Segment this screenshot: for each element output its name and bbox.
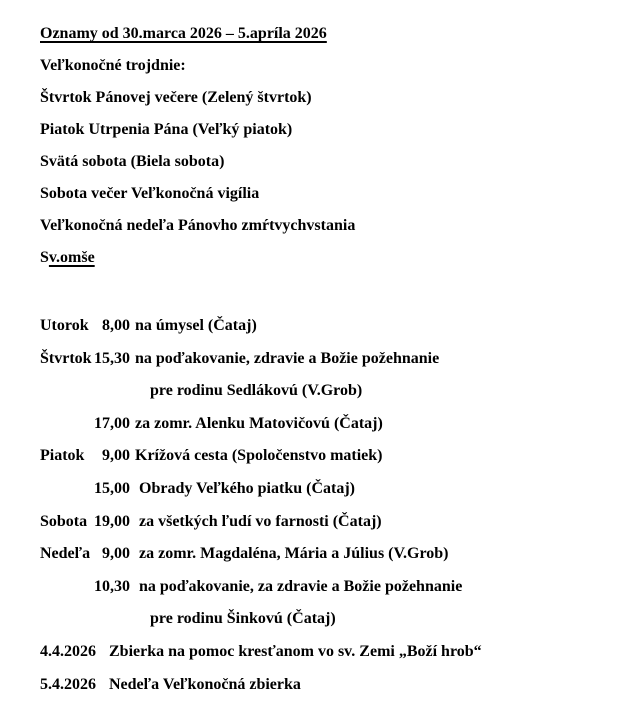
day-label: Sobota (40, 512, 88, 530)
schedule-row-sunday-1030 (40, 571, 603, 604)
announcement-date: 4.4.2026 (40, 642, 96, 660)
section-heading-underlined: v.omše (48, 249, 95, 266)
day-label: Piatok (40, 447, 85, 465)
schedule-row-friday-1500 (40, 473, 603, 506)
schedule-row-thursday-1700 (40, 408, 603, 441)
intro-line-easter-vigil: Sobota večer Veľkonočná vigília (40, 185, 260, 202)
announcement-date: 5.4.2026 (40, 675, 96, 693)
day-label: Utorok (40, 317, 89, 334)
time-value: 9,00 (102, 447, 130, 465)
document-title-text: Oznamy od 30.marca 2026 – 5.apríla 2026 (40, 25, 327, 42)
intro-line-holy-saturday: Svätá sobota (Biela sobota) (40, 153, 225, 170)
mass-intention-continuation: pre rodinu Šinkovú (Čataj) (150, 610, 336, 628)
document-title (40, 18, 603, 50)
mass-intention: za všetkých ľudí vo farnosti (Čataj) (135, 512, 382, 530)
mass-intention: na úmysel (Čataj) (135, 317, 257, 334)
intro-line-triduum-heading: Veľkonočné trojdnie: (40, 57, 186, 74)
schedule-row-saturday (40, 506, 603, 539)
schedule-row-friday-900 (40, 440, 603, 473)
blank-line-spacer (40, 274, 603, 310)
intro-line-holy-thursday: Štvrtok Pánovej večere (Zelený štvrtok) (40, 89, 312, 106)
announcement-row-easter-collection (40, 669, 603, 702)
announcement-row-collection-holy-land (40, 636, 603, 669)
intro-line-good-friday: Piatok Utrpenia Pána (Veľký piatok) (40, 121, 293, 138)
mass-intention: za zomr. Alenku Matovičovú (Čataj) (135, 414, 383, 432)
time-value: 15,30 (94, 349, 130, 367)
schedule-row-tuesday (40, 310, 603, 343)
day-label: Nedeľa (40, 545, 91, 563)
announcement-text: Nedeľa Veľkonočná zbierka (109, 675, 301, 693)
time-value: 8,00 (102, 317, 130, 334)
mass-intention: Krížová cesta (Spoločenstvo matiek) (135, 447, 383, 465)
time-value: 19,00 (94, 512, 130, 530)
schedule-row-sunday-900 (40, 538, 603, 571)
mass-intention: na poďakovanie, zdravie a Božie požehnanie (135, 349, 440, 367)
schedule-row-continuation-sedlak (40, 375, 603, 408)
announcement-text: Zbierka na pomoc kresťanom vo sv. Zemi „Boží hrob“ (109, 642, 482, 660)
intro-line-easter-sunday: Veľkonočná nedeľa Pánovho zmŕtvychvstania (40, 217, 356, 234)
time-value: 17,00 (94, 414, 130, 432)
schedule-row-thursday-1530 (40, 343, 603, 376)
section-heading-masses (40, 242, 603, 274)
mass-intention: na poďakovanie, za zdravie a Božie požehnanie (135, 577, 463, 595)
time-value: 9,00 (102, 545, 130, 563)
mass-intention: Obrady Veľkého piatku (Čataj) (135, 479, 355, 497)
time-value: 10,30 (94, 577, 130, 595)
time-value: 15,00 (94, 479, 130, 497)
schedule-row-continuation-sinko (40, 603, 603, 636)
mass-intention: za zomr. Magdaléna, Mária a Július (V.Grob) (135, 545, 449, 563)
day-label: Štvrtok (40, 349, 92, 367)
section-heading-prefix: S (40, 249, 49, 266)
mass-intention-continuation: pre rodinu Sedlákovú (V.Grob) (150, 382, 363, 400)
